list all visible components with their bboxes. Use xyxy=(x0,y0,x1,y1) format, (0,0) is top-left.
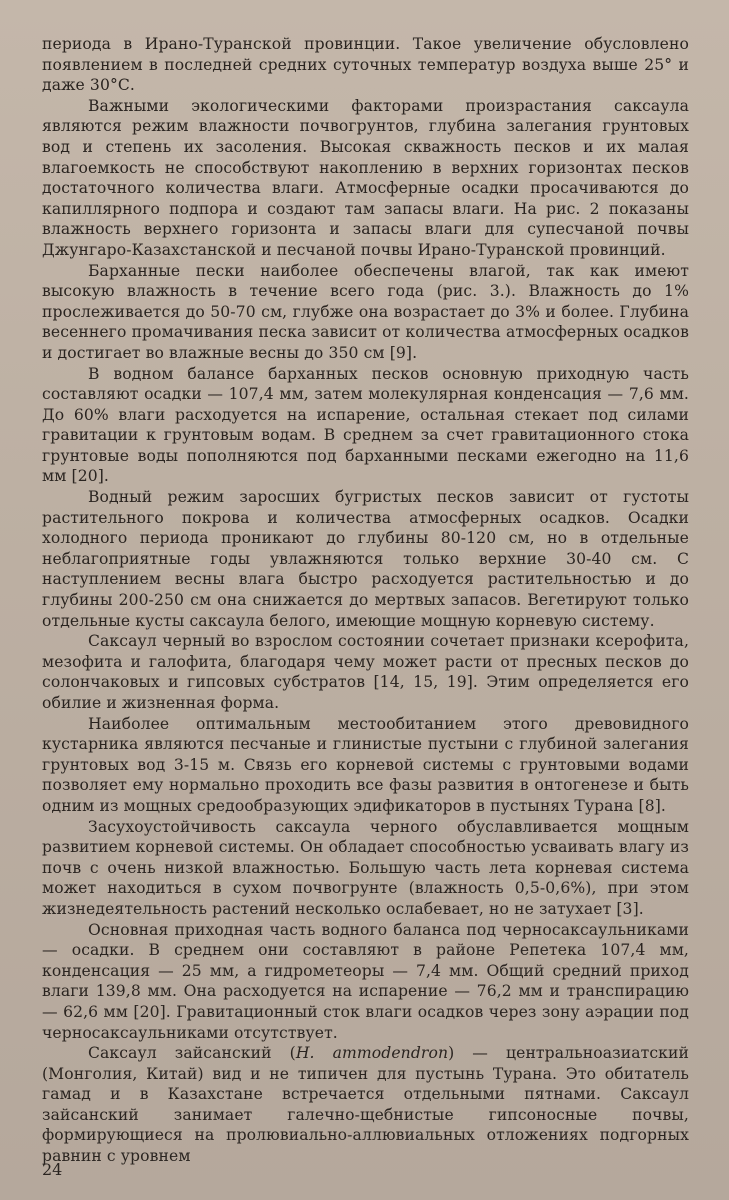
paragraph-9: Основная приходная часть водного баланса под черносаксаульниками — осадки. В среднем они составляют в районе Репетека 107,4 мм, конденсация — 25 мм, а гидрометеоры — 7,4 мм. Общий средний приход влаги 139,8 мм. Она расходуется на испарение — 76,2 мм и транспирацию — 62,6 мм [20]. Гравитационный сток влаги осадков через зону аэрации под черносаксаульниками отсутствует. xyxy=(42,920,689,1042)
paragraph-4: В водном балансе барханных песков основную приходную часть составляют осадки — 107,4 мм, затем молекулярная конденсация — 7,6 мм. До 60% влаги расходуется на испарение, остальная стекает под силами гравитации к грунтовым водам. В среднем за счет гравитационного стока грунтовые воды пополняются под барханными песками ежегодно на 11,6 мм [20]. xyxy=(42,364,689,486)
paragraph-6: Саксаул черный во взрослом состоянии сочетает признаки ксерофита, мезофита и галофита, благодаря чему может расти от пресных песков до солончаковых и гипсовых субстратов [14, 15, 19]. Этим определяется его обилие и жизненная форма. xyxy=(42,632,689,712)
paragraph-10-end: ) — центральноазиатский (Монголия, Китай) вид и не типичен для пустынь Турана. Это обитатель гамад и в Казахстане встречается отдельными пятнами. Саксаул зайсанский занимает галечно-щебнистые гипсоносные почвы, формирующиеся на пролювиально-аллювиальных отложениях подгорных равнин с уровнем xyxy=(42,1044,690,1166)
body-text xyxy=(42,34,689,1167)
paragraph-2: Важными экологическими факторами произрастания саксаула являются режим влажности почвогрунтов, глубина залегания грунтовых вод и степень их засоления. Высокая скважность песков и их малая влагоемкость не способствуют накоплению в верхних горизонтах песков достаточного количества влаги. Атмосферные осадки просачиваются до капиллярного подпора и создают там запасы влаги. На рис. 2 показаны влажность верхнего горизонта и запасы влаги для супесчаной почвы Джунгаро-Казахстанской и песчаной почвы Ирано-Туранской провинций. xyxy=(42,96,689,259)
species-name: H. ammodendron xyxy=(295,1044,449,1063)
paragraph-7: Наиболее оптимальным местообитанием этого древовидного кустарника являются песчаные и глинистые пустыни с глубиной залегания грунтовых вод 3-15 м. Связь его корневой системы с грунтовыми водами позволяет ему нормально проходить все фазы развития в онтогенезе и быть одним из мощных средообразующих эдификаторов в пустынях Турана [8]. xyxy=(42,714,689,815)
paragraph-10-start: Саксаул зайсанский ( xyxy=(88,1044,296,1063)
paragraph-8: Засухоустойчивость саксаула черного обуславливается мощным развитием корневой системы. Он обладает способностью усваивать влагу из почв с очень низкой влажностью. Большую часть лета корневая система может находиться в сухом почвогрунте (влажность 0,5-0,6%), при этом жизнедеятельность растений несколько ослабевает, но не затухает [3]. xyxy=(42,817,689,918)
paragraph-10 xyxy=(42,1043,689,1167)
page-number: 24 xyxy=(42,1160,63,1179)
paragraph-3: Барханные пески наиболее обеспечены влагой, так как имеют высокую влажность в течение всего года (рис. 3.). Влажность до 1% прослеживается до 50-70 см, глубже она возрастает до 3% и более. Глубина весеннего промачивания песка зависит от количества атмосферных осадков и достигает во влажные весны до 350 см [9]. xyxy=(42,261,689,362)
paragraph-1: периода в Ирано-Туранской провинции. Такое увеличение обусловлено появлением в последней средних суточных температур воздуха выше 25° и даже 30°С. xyxy=(42,35,689,95)
paragraph-5: Водный режим заросших бугристых песков зависит от густоты растительного покрова и количества атмосферных осадков. Осадки холодного периода проникают до глубины 80-120 см, но в отдельные неблагоприятные годы увлажняются только верхние 30-40 см. С наступлением весны влага быстро расходуется растительностью и до глубины 200-250 см она снижается до мертвых запасов. Вегетируют только отдельные кусты саксаула белого, имеющие мощную корневую систему. xyxy=(42,488,689,630)
